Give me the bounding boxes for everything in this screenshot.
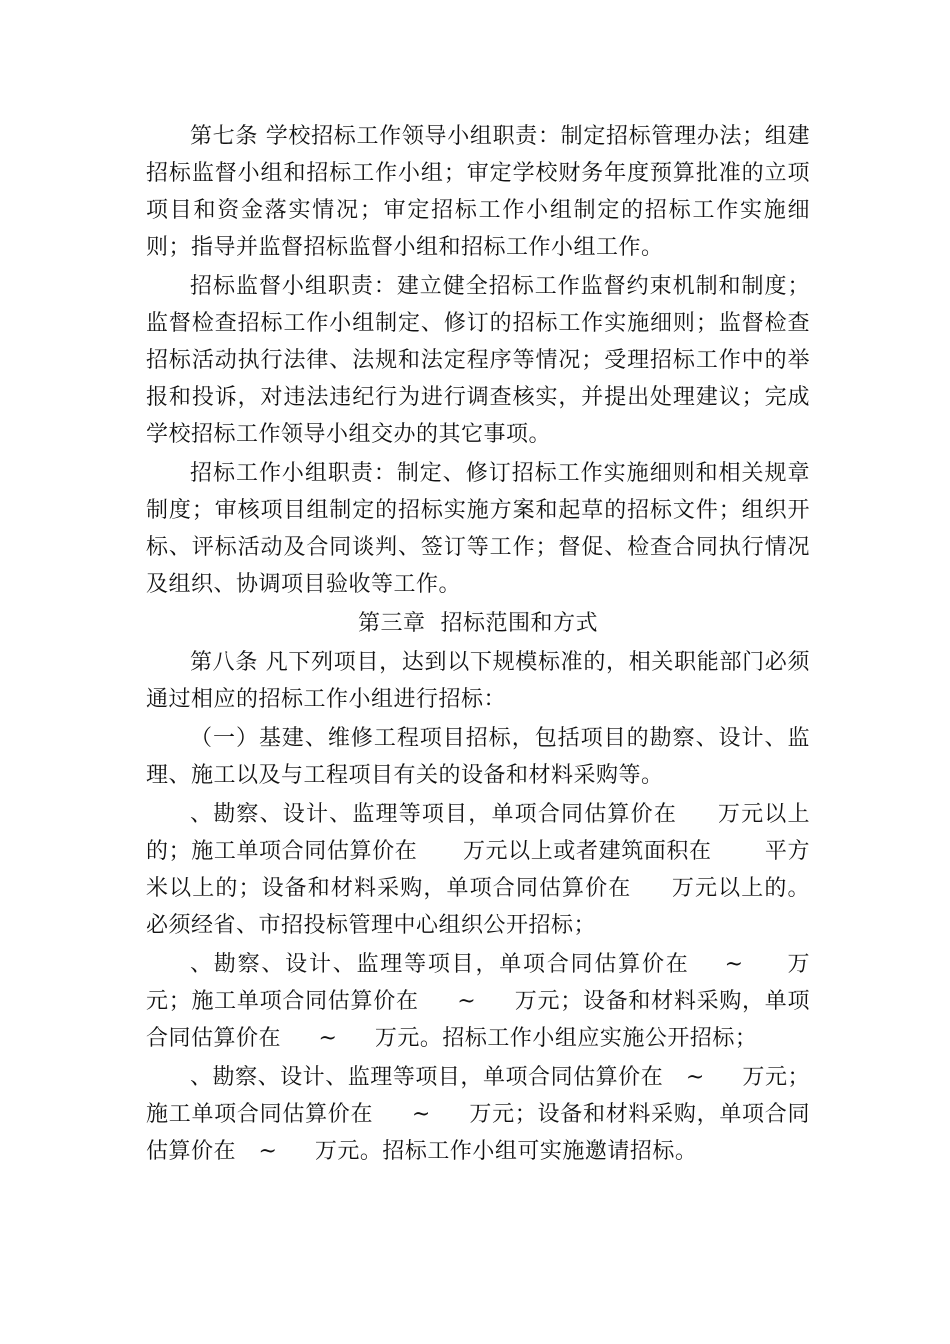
item-1-paragraph: （一）基建、维修工程项目招标，包括项目的勘察、设计、监理、施工以及与工程项目有关的设备和材料采购等。: [146, 726, 810, 788]
supervision-group-paragraph: 招标监督小组职责：建立健全招标工作监督约束机制和制度；监督检查招标工作小组制定、修订的招标工作实施细则；监督检查招标活动执行法律、法规和法定程序等情况；受理招标工作中的举报和投诉，对违法违纪行为进行调查核实，并提出处理建议；完成学校招标工作领导小组交办的其它事项。: [146, 274, 810, 447]
document-body: [146, 118, 810, 1170]
tier-1-paragraph: 、勘察、设计、监理等项目，单项合同估算价在 万元以上的；施工单项合同估算价在 万元以上或者建筑面积在 平方米以上的；设备和材料采购，单项合同估算价在 万元以上的。必须经省、市招投标管理中心组织公开招标；: [146, 802, 810, 938]
chapter-3-heading: 第三章 招标范围和方式: [358, 611, 598, 636]
article-8-paragraph: 第八条 凡下列项目，达到以下规模标准的，相关职能部门必须通过相应的招标工作小组进行招标：: [146, 650, 810, 712]
tier-2-paragraph: 、勘察、设计、监理等项目，单项合同估算价在 ~ 万元；施工单项合同估算价在 ~ 万元；设备和材料采购，单项合同估算价在 ~ 万元。招标工作小组应实施公开招标；: [146, 952, 810, 1051]
article-7-paragraph: 第七条 学校招标工作领导小组职责：制定招标管理办法；组建招标监督小组和招标工作小组；审定学校财务年度预算批准的立项项目和资金落实情况；审定招标工作小组制定的招标工作实施细则；指导并监督招标监督小组和招标工作小组工作。: [146, 124, 810, 260]
tier-3-paragraph: 、勘察、设计、监理等项目，单项合同估算价在 ~ 万元；施工单项合同估算价在 ~ 万元；设备和材料采购，单项合同估算价在 ~ 万元。招标工作小组可实施邀请招标。: [146, 1065, 810, 1164]
work-group-paragraph: 招标工作小组职责：制定、修订招标工作实施细则和相关规章制度；审核项目组制定的招标实施方案和起草的招标文件；组织开标、评标活动及合同谈判、签订等工作；督促、检查合同执行情况及组织、协调项目验收等工作。: [146, 461, 810, 597]
